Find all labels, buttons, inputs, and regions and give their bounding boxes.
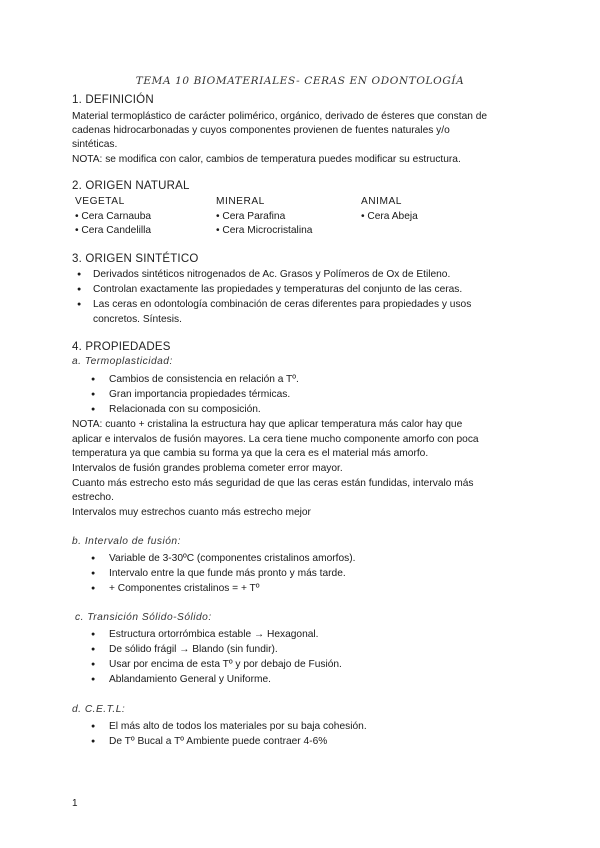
list-item: ● Ablandamiento General y Uniforme. <box>91 672 342 687</box>
note-line: Intervalos muy estrechos cuanto más estrecho mejor <box>72 507 311 518</box>
vegetal-label: VEGETAL <box>75 196 125 207</box>
vegetal-column <box>75 195 151 239</box>
subsection-d-label: d. C.E.T.L: <box>72 704 126 715</box>
subsection-c-label: c. Transición Sólido-Sólido: <box>75 612 212 623</box>
list-item: ● Las ceras en odontología combinación de ceras diferentes para propiedades y usos <box>73 297 471 312</box>
list-item: • Cera Abeja <box>361 210 418 222</box>
list-item: ● El más alto de todos los materiales por su baja cohesión. <box>91 719 367 734</box>
note-line: Cuanto más estrecho esto más seguridad de que las ceras están fundidas, intervalo más <box>72 478 474 489</box>
note-line: temperatura ya que cambia su forma ya que la cera es el material más amorfo. <box>72 448 429 459</box>
document-title: TEMA 10 BIOMATERIALES- CERAS EN ODONTOLOGÍA <box>135 75 465 87</box>
list-item: ● De Tº Bucal a Tº Ambiente puede contraer 4-6% <box>91 734 367 749</box>
sec1-note: NOTA: se modifica con calor, cambios de temperatura puedes modificar su estructura. <box>72 154 461 165</box>
list-item: ● Estructura ortorrómbica estable → Hexagonal. <box>91 627 342 642</box>
sec4c-list <box>91 627 342 687</box>
subsection-a-label: a. Termoplasticidad: <box>72 356 173 367</box>
section-4-heading: 4. PROPIEDADES <box>72 341 171 353</box>
sec4b-list <box>91 551 355 596</box>
page-number: 1 <box>72 798 78 809</box>
list-item: • Cera Microcristalina <box>216 225 313 236</box>
note-line: aplicar e intervalos de fusión mayores. La cera tiene mucho componente amorfo con poca <box>72 434 479 445</box>
section-1-heading: 1. DEFINICIÓN <box>72 94 154 106</box>
list-item: • Cera Carnauba <box>75 210 152 222</box>
list-item: ● Intervalo entre la que funde más pronto y más tarde. <box>91 566 355 581</box>
sec4d-list <box>91 719 367 749</box>
list-item: ● Variable de 3-30ºC (componentes cristalinos amorfos). <box>91 551 355 566</box>
mineral-column <box>216 195 312 239</box>
sec1-line: sintéticas. <box>72 139 118 150</box>
note-line: NOTA: cuanto + cristalina la estructura hay que aplicar temperatura más calor hay que <box>72 419 463 430</box>
list-item: ● Controlan exactamente las propiedades y temperaturas del conjunto de las ceras. <box>73 282 471 297</box>
list-item: ● Cambios de consistencia en relación a Tº. <box>91 372 299 387</box>
sec3-continuation: concretos. Síntesis. <box>93 314 182 325</box>
list-item: • Cera Candelilla <box>75 225 152 236</box>
list-item: ● Derivados sintéticos nitrogenados de Ac. Grasos y Polímeros de Ox de Etileno. <box>73 267 471 282</box>
list-item: ● Gran importancia propiedades térmicas. <box>91 387 299 402</box>
animal-label: ANIMAL <box>361 196 402 207</box>
list-item: ● + Componentes cristalinos = + Tº <box>91 581 355 596</box>
sec1-line: Material termoplástico de carácter polimérico, orgánico, derivado de ésteres que constan de <box>72 111 488 122</box>
sec1-line: cadenas hidrocarbonadas y cuyos componentes provienen de fuentes naturales y/o <box>72 125 450 136</box>
section-3-heading: 3. ORIGEN SINTÉTICO <box>72 253 199 265</box>
section-2-heading: 2. ORIGEN NATURAL <box>72 180 190 192</box>
subsection-b-label: b. Intervalo de fusión: <box>72 536 181 547</box>
animal-column <box>361 195 418 224</box>
note-line: Intervalos de fusión grandes problema cometer error mayor. <box>72 463 343 474</box>
mineral-label: MINERAL <box>216 196 265 207</box>
sec4a-list <box>91 372 299 417</box>
list-item: ● De sólido frágil → Blando (sin fundir). <box>91 642 342 657</box>
list-item: ● Usar por encima de esta Tº y por debajo de Fusión. <box>91 657 342 672</box>
sec3-list <box>73 267 471 312</box>
note-line: estrecho. <box>72 492 114 503</box>
list-item: • Cera Parafina <box>216 210 286 222</box>
list-item: ● Relacionada con su composición. <box>91 402 299 417</box>
